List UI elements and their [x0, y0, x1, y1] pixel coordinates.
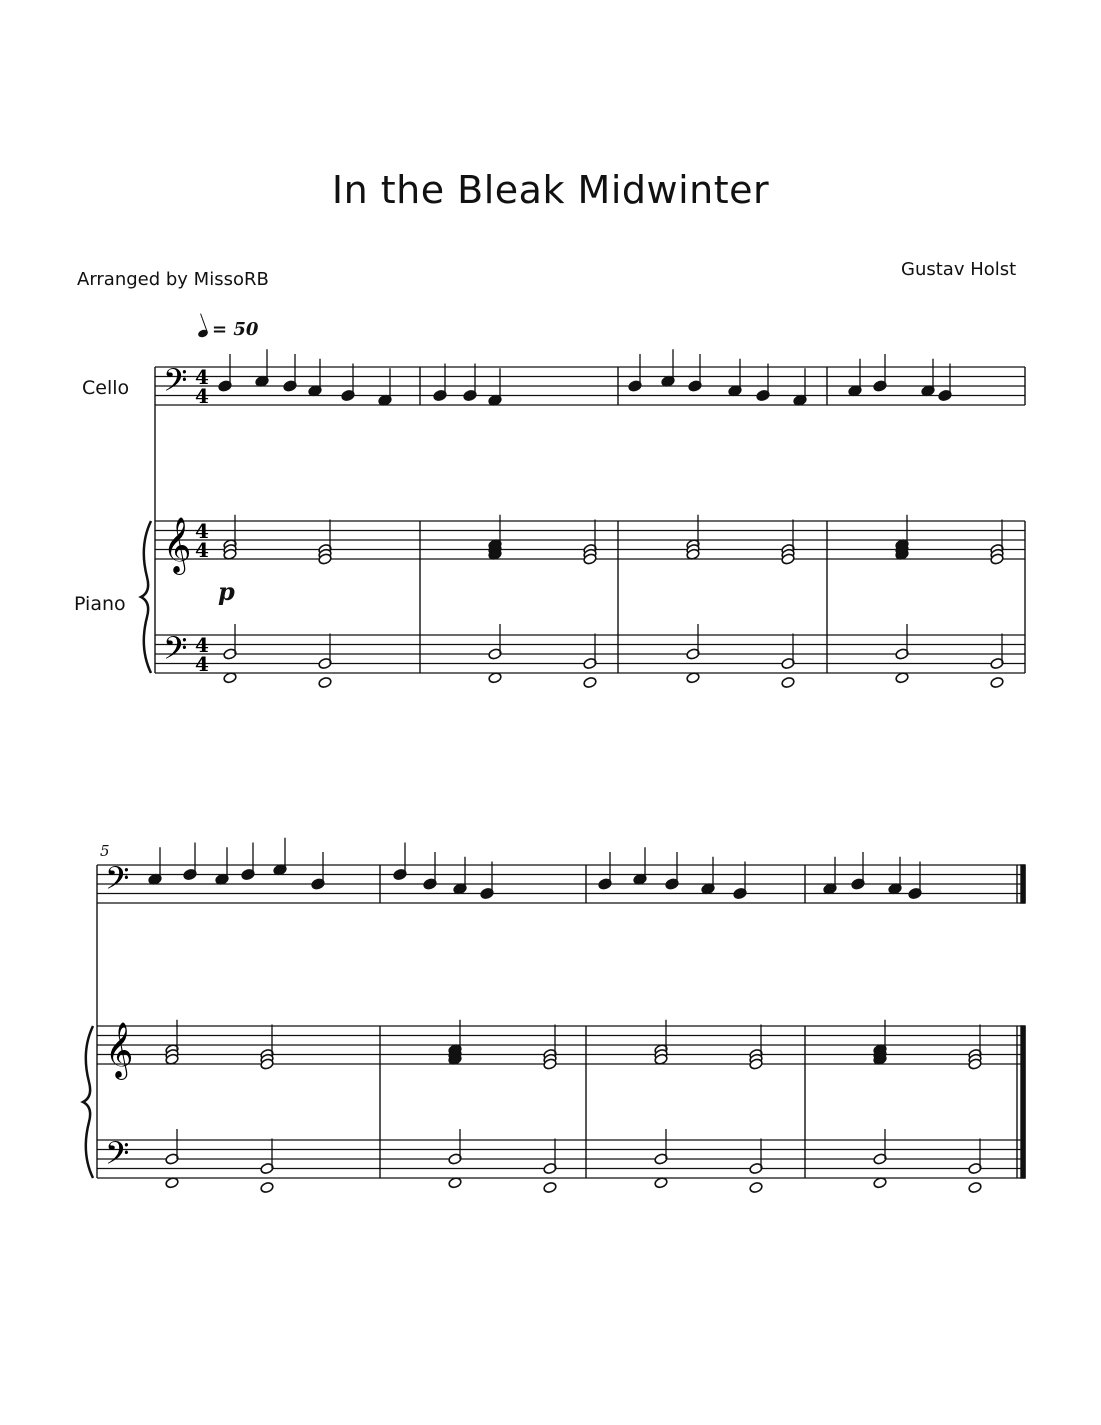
cello-label: Cello [82, 377, 130, 399]
clefs [105, 362, 209, 1179]
bass-clef-icon: 𝄢 [105, 1135, 130, 1179]
notehead [781, 676, 795, 688]
piano-brace [83, 1026, 93, 1178]
measure-number: 5 [100, 842, 110, 860]
notehead [583, 676, 597, 688]
piano-label: Piano [74, 593, 126, 615]
final-barline [1021, 865, 1025, 903]
treble-clef-icon: 𝄞 [105, 1022, 134, 1078]
time-signature-upper: 4 [195, 633, 209, 657]
arranger-credit: Arranged by MissoRB [77, 269, 269, 290]
time-signature-upper: 4 [195, 519, 209, 543]
notehead [968, 1181, 982, 1193]
time-signature-lower: 4 [195, 384, 209, 408]
notes [148, 349, 1004, 1193]
bass-clef-icon: 𝄢 [163, 362, 188, 406]
time-signature-lower: 4 [195, 538, 209, 562]
tempo-text: = 50 [212, 319, 259, 340]
notehead [260, 1181, 274, 1193]
composer-credit: Gustav Holst [901, 259, 1017, 280]
bass-clef-icon: 𝄢 [163, 630, 188, 674]
time-signature-upper: 4 [195, 365, 209, 389]
notehead [990, 676, 1004, 688]
final-barline [1021, 1026, 1025, 1178]
treble-clef-icon: 𝄞 [163, 517, 192, 573]
notehead [318, 676, 332, 688]
piano-brace [141, 521, 151, 673]
score-title: In the Bleak Midwinter [331, 168, 770, 212]
notehead [543, 1181, 557, 1193]
bass-clef-icon: 𝄢 [105, 860, 130, 904]
time-signature-lower: 4 [195, 652, 209, 676]
notehead [749, 1181, 763, 1193]
dynamic-marking: p [218, 577, 235, 606]
